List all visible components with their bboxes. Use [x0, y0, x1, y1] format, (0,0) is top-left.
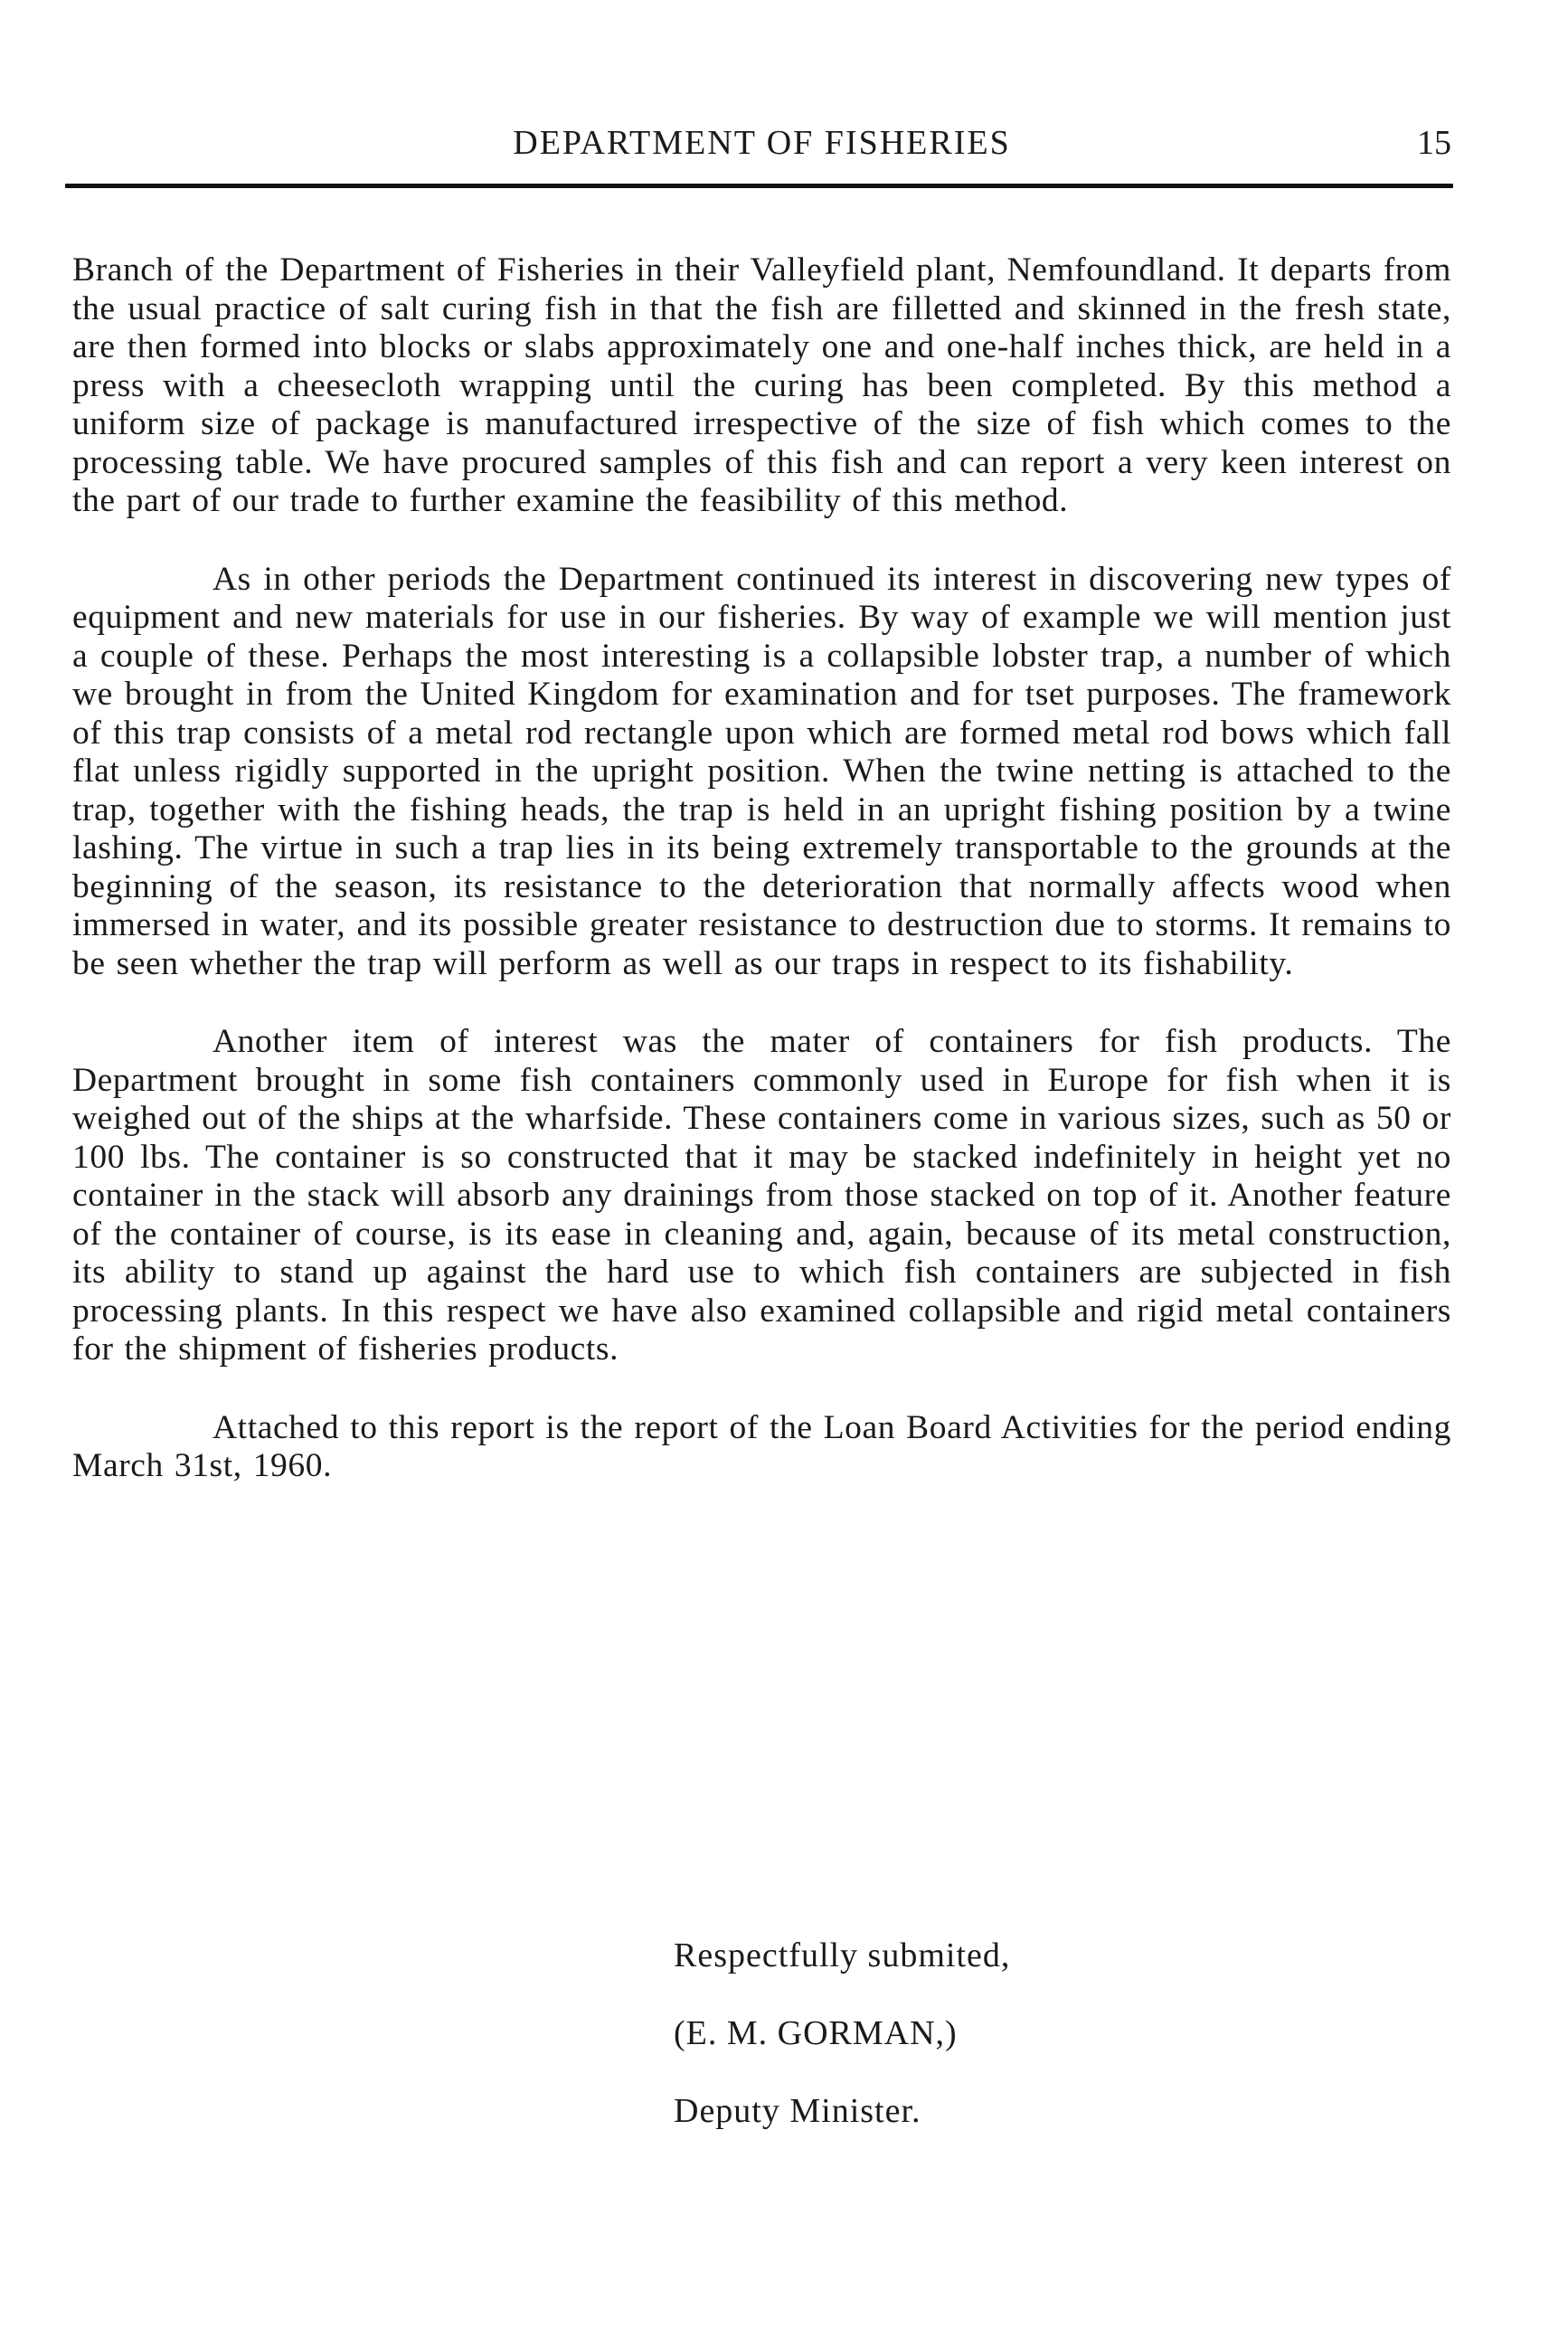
running-head	[72, 118, 1451, 172]
signature-name: (E. M. GORMAN,)	[674, 2014, 958, 2052]
signature-closing: Respectfully submited,	[674, 1936, 1011, 1974]
signature-title: Deputy Minister.	[674, 2092, 921, 2130]
paragraph-3: Another item of interest was the mater of containers for fish products. The Department brought in some fish containers commonly used in Europe for fish when it is weighed out of the ships at the wharfside. These containers come in various sizes, such as 50 or 100 lbs. The container is so constructed that it may be stacked indefinitely in height yet no container in the stack will absorb any drainings from those stacked on top of it. Another feature of the container of course, is its ease in cleaning and, again, because of its metal construction, its ability to stand up against the hard use to which fish containers are subjected in fish processing plants. In this respect we have also examined collapsible and rigid metal containers for the shipment of fisheries products.	[72, 1023, 1451, 1368]
running-title: DEPARTMENT OF FISHERIES	[513, 124, 1011, 162]
body-text	[72, 251, 1451, 1526]
signature-block	[674, 1936, 1010, 2169]
header-rule	[65, 184, 1453, 188]
page-number: 15	[1417, 124, 1451, 162]
paragraph-1: Branch of the Department of Fisheries in their Valleyfield plant, Nemfoundland. It departs from the usual practice of salt curing fish in that the fish are filletted and skinned in the fresh state, are then formed into blocks or slabs approximately one and one-half inches thick, are held in a press with a cheesecloth wrapping until the curing has been completed. By this method a uniform size of package is manufactured irrespective of the size of fish which comes to the processing table. We have procured samples of this fish and can report a very keen interest on the part of our trade to further examine the feasibility of this method.	[72, 251, 1451, 519]
paragraph-4: Attached to this report is the report of the Loan Board Activities for the period ending March 31st, 1960.	[72, 1408, 1451, 1484]
paragraph-2: As in other periods the Department continued its interest in discovering new types of equipment and new materials for use in our fisheries. By way of example we will mention just a couple of these. Perhaps the most interesting is a collapsible lobster trap, a number of which we brought in from the United Kingdom for examination and for tset purposes. The framework of this trap consists of a metal rod rectangle upon which are formed metal rod bows which fall flat unless rigidly supported in the upright position. When the twine netting is attached to the trap, together with the fishing heads, the trap is held in an upright fishing position by a twine lashing. The virtue in such a trap lies in its being extremely transportable to the grounds at the beginning of the season, its resistance to the deterioration that normally affects wood when immersed in water, and its possible greater resistance to destruction due to storms. It remains to be seen whether the trap will perform as well as our traps in respect to its fishability.	[72, 560, 1451, 982]
